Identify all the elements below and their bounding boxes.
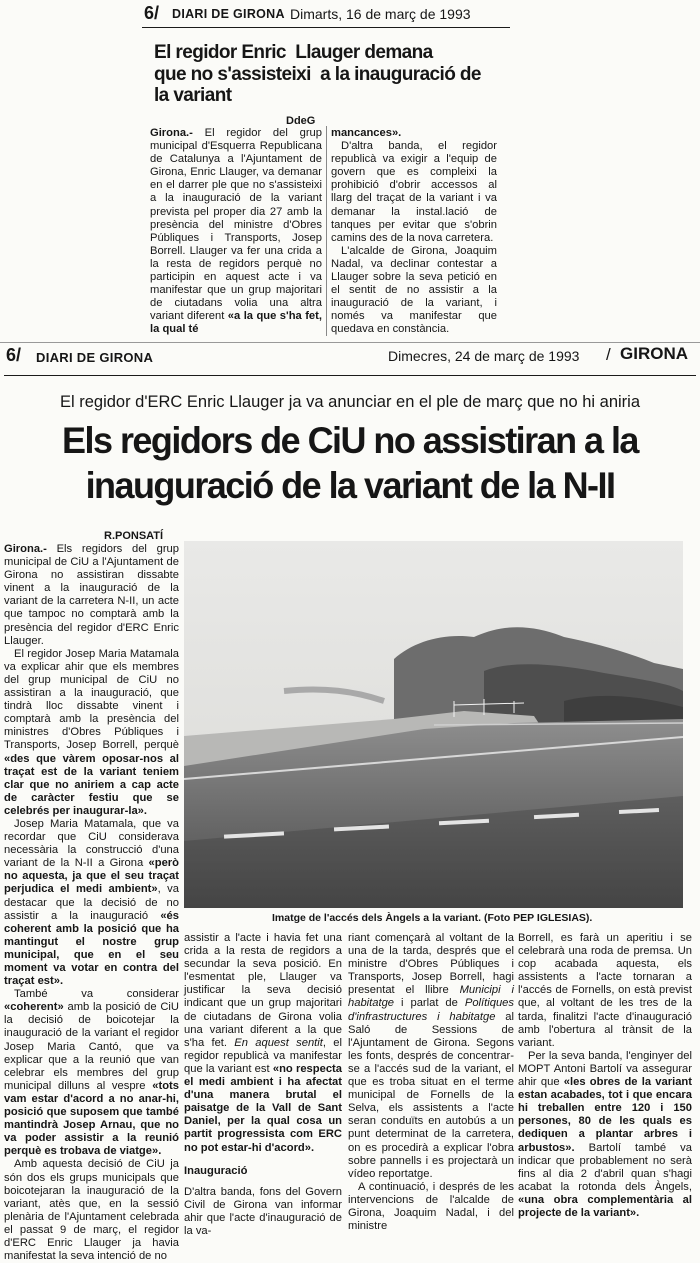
clip2-byline: R.PONSATÍ: [104, 530, 164, 542]
clip1-column-divider: [326, 126, 327, 336]
clip2-column-3: riant començarà al voltant de la una de la tarda, després que el ministre d'Obres Públiques i Transports, Josep Borrell, hagi presentat el llibre Municipi i habitatge i parlat de Polítiques d'infrastructures i habitatge al Saló de Sessions de l'Ajuntament de Girona. Segons les fonts, després de concentrar-se a l'accés sud de la variant, el que es troba situat en el terme municipal de Fornells de la Selva, els assistents a l'acte seran conduïts en autobús a un punt determinat de la carretera, on es procedirà a explicar l'obra sobre pannells i es projectarà un vídeo reportatge. A continuació, i després de les intervencions de l'alcalde de Girona, Joaquim Nadal, i del ministre: [348, 932, 514, 1233]
clip1-col2-paragraph-1: D'altra banda, el regidor republicà va exigir a l'equip de govern que es compleixi la prohibició d'obrir accessos al llarg del traçat de la variant i va demanar la instal.lació de tanques per evitar que s'obrin camins des de la nova carretera.: [331, 140, 497, 244]
clip2-kicker: El regidor d'ERC Enric Llauger ja va anunciar en el ple de març que no hi aniria: [59, 393, 641, 411]
clip1-col2-paragraph-2: L'alcalde de Girona, Joaquim Nadal, va declinar contestar a Llauger sobre la seva petició en el sentit de no assistir a la inauguració de la variant, i només va manifestar que quedava en constància.: [331, 244, 497, 336]
clip2-dateline: Girona.-: [4, 543, 47, 555]
clip2-header: [0, 343, 700, 373]
clip2-column-4: Borrell, es farà un aperitiu i se celebrarà una roda de premsa. Un cop acabada aquesta, els assistents a l'acte tornaran a l'accés de Fornells, on està previst que, al voltant de les tres de la tarda, finalitzi l'acte d'inauguració amb l'obertura al trànsit de la variant. Per la seva banda, l'enginyer del MOPT Antoni Bartolí va assegurar ahir que «les obres de la variant estan acabades, tot i que encara hi treballen entre 120 i 150 persones, 80 de les quals es dediquen a plantar arbres i arbustos». Bartolí també va indicar que probablement no serà fins al dia 2 d'abril quan s'hagi acabat la rotonda dels Àngels, «una obra complementària al projecte de la variant».: [518, 932, 692, 1219]
clip1-headline-line-1: El regidor Enric Llauger demana: [154, 42, 433, 63]
clip1-byline: DdeG: [286, 115, 316, 127]
clip1-col1-text: El regidor del grup municipal d'Esquerra Republicana de Catalunya a l'Ajuntament de Girona, Enric Llauger, va demanar en el darrer ple que no s'assisteixi a la inauguració de la variant prevista pel proper dia 27 amb la presència del ministre d'Obres Públiques i Transports, Josep Borrell. Llauger va fer una crida a la resta de regidors perquè no participin en aquest acte i va manifestar que un grup majoritari de ciutadans volia una altra variant diferent: [150, 127, 322, 323]
clip1-col2-quote-end: mancances».: [331, 127, 402, 139]
clip2-paper-name: DIARI DE GIRONA: [36, 350, 154, 365]
clip1-dateline: Girona.-: [150, 127, 193, 139]
road-photo: [184, 541, 683, 908]
clip2-headline: [14, 418, 686, 508]
clip1-col1-quote: «a la que s'ha fet, la qual té: [150, 310, 322, 336]
clip1-column-2: [331, 127, 497, 337]
clip1-paper-name: DIARI DE GIRONA: [172, 7, 285, 21]
clip1-column-1: [150, 127, 322, 337]
clip2-header-rule: [4, 375, 696, 376]
clip2-section: GIRONA: [620, 344, 688, 363]
clip1-date: Dimarts, 16 de març de 1993: [290, 6, 471, 22]
clip1-headline-line-2: que no s'assisteixi a la inauguració de: [154, 63, 481, 85]
clip2-section-slash: /: [606, 345, 611, 364]
clip2-headline-line-1: Els regidors de CiU no assistiran a la: [62, 419, 638, 461]
photo-caption: Imatge de l'accés dels Àngels a la variant. (Foto PEP IGLESIAS).: [272, 912, 593, 924]
clip1-header-rule: [142, 27, 510, 28]
clip2-page-number: 6/: [6, 345, 22, 365]
clip1-page-number: 6/: [144, 3, 160, 23]
clip2-column-2: assistir a l'acte i havia fet una crida a la resta de regidors a secundar la seva posició. En l'esmentat ple, Llauger va justificar la seva decisió indicant que un grup majoritari de ciutadans de Girona volia una variant diferent a la que s'ha fet. En aquest sentit, el regidor republicà va manifestar que la variant est «no respecta el medi ambient i ha afectat d'una manera brutal el paisatge de la Vall de Sant Daniel, per la qual cosa un partit progressista com ERC no pot estar-hi d'acord». Inauguració D'altra banda, fons del Govern Civil de Girona van informar ahir que l'acte d'inauguració de la va-: [184, 932, 342, 1237]
clip2-headline-line-2: inauguració de la variant de la N-II: [85, 464, 615, 506]
clip1-header: [140, 3, 510, 27]
subheading-inauguracio: Inauguració: [184, 1164, 248, 1177]
clip1-headline: [154, 42, 494, 107]
clip1-headline-line-3: la variant: [154, 85, 232, 106]
clip2-column-1: Girona.- Els regidors del grup municipal de CiU a l'Ajuntament de Girona no assistiran dissabte vinent a la inauguració de la variant de la carretera N-II, un acte que tampoc no comptarà amb la presència del regidor d'ERC Enric Llauger. El regidor Josep Maria Matamala va explicar ahir que els membres del grup municipal de CiU no assistiran a la inauguració, que tindrà lloc dissabte vinent i comptarà amb la presència del ministres d'Obres Públiques i Transports, Josep Borrell, perquè «des que vàrem oposar-nos al traçat est de la variant teniem clar que no aniriem a cap acte de caràcter festiu que se celebrés per inaugurar-la». Josep Maria Matamala, que va recordar que CiU considerava necessària la construcció d'una variant de la N-II a Girona «però no aquesta, ja que el seu traçat perjudica el medi ambient», va destacar que la decisió de no assistir a la inauguració «és coherent amb la posició que ha mantingut el nostre grup municipal, que en el seu moment va votar en contra del traçat est». També va considerar «coherent» amb la posició de CiU la decisió de boicotejar la inauguració de la variant el regidor Josep Maria Cantó, que va explicar que a la reunió que van celebrar els membres del grup municipal dilluns al vespre «tots vam estar d'acord a no anar-hi, posició que suposem que també mantindrà Josep Arnau, que no va poder assistir a la reunió perquè es trobava de viatge». Amb aquesta decisió de CiU ja són dos els grups municipals que boicotejaran la inauguració de la variant, atès que, en la sessió plenària de l'Ajuntament celebrada el passat 9 de març, el regidor d'ERC Enric Llauger ja havia manifestat la seva intenció de no: [4, 543, 179, 1263]
clip2-date: Dimecres, 24 de març de 1993: [388, 348, 580, 364]
